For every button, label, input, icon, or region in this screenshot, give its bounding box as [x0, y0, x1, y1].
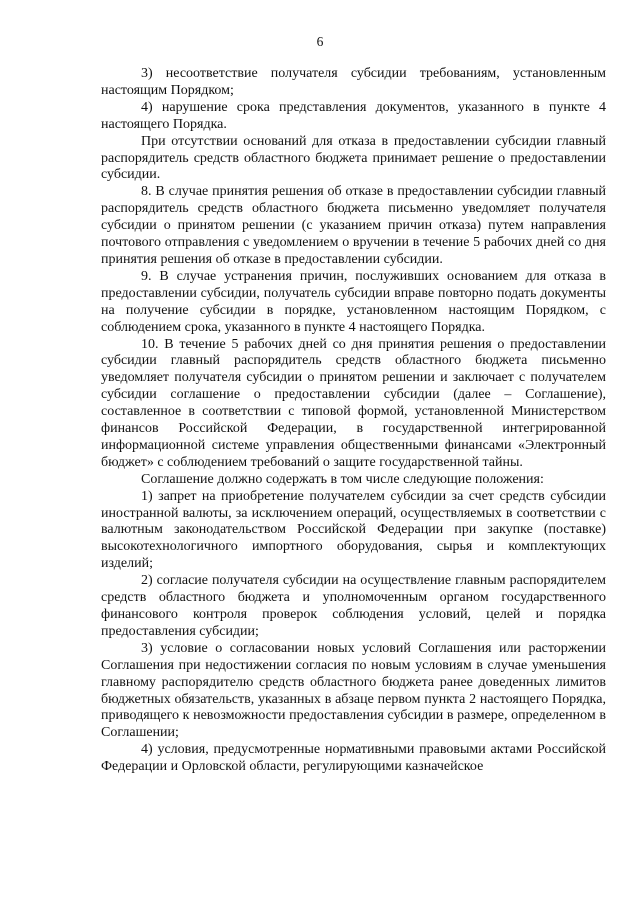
document-body [101, 66, 606, 776]
page-number: 6 [316, 34, 324, 49]
paragraph-clause-9: 9. В случае устранения причин, послуживших основанием для отказа в предоставлении субсидии, получатель субсидии вправе повторно подать документы на получение субсидии в порядке, установленном настоящим Порядком, с соблюдением срока, указанного в пункте 4 настоящего Порядка. [101, 268, 606, 335]
paragraph-provision-1: 1) запрет на приобретение получателем субсидии за счет средств субсидии иностранной валюты, за исключением операций, осуществляемых в соответствии с валютным законодательством Российской Федерации при закупке (поставке) высокотехнологичного импортного оборудования, сырья и комплектующих изделий; [101, 488, 606, 572]
paragraph-clause-8: 8. В случае принятия решения об отказе в предоставлении субсидии главный распорядитель средств областного бюджета письменно уведомляет получателя субсидии о принятом решении (с указанием причин отказа) путем направления почтового отправления с уведомлением о вручении в течение 5 рабочих дней со дня принятия решения об отказе в предоставлении субсидии. [101, 184, 606, 267]
paragraph-item-3-noncompliance: 3) несоответствие получателя субсидии требованиям, установленным настоящим Порядком; [101, 66, 606, 98]
paragraph-clause-10: 10. В течение 5 рабочих дней со дня принятия решения о предоставлении субсидии главный распорядитель средств областного бюджета письменно уведомляет получателя субсидии о принятом решении и заключает с получателем субсидии соглашение о предоставлении субсидии (далее – Соглашение), составленное в соответствии с типовой формой, установленной Министерством финансов Российской Федерации, в государственной интегрированной информационной системе управления общественными финансами «Электронный бюджет» с соблюдением требований о защите государственной тайны. [101, 336, 606, 470]
paragraph-no-refusal-grounds: При отсутствии оснований для отказа в предоставлении субсидии главный распорядитель средств областного бюджета принимает решение о предоставлении субсидии. [101, 133, 606, 183]
paragraph-agreement-provisions-intro: Соглашение должно содержать в том числе следующие положения: [141, 471, 544, 487]
paragraph-item-4-deadline-violation: 4) нарушение срока представления документов, указанного в пункте 4 настоящего Порядка. [101, 99, 606, 132]
paragraph-provision-4: 4) условия, предусмотренные нормативными правовыми актами Российской Федерации и Орловской области, регулирующими казначейское [101, 742, 606, 775]
paragraph-provision-3: 3) условие о согласовании новых условий Соглашения или расторжении Соглашения при недостижении согласия по новым условиям в случае уменьшения главному распорядителю средств областного бюджета ранее доведенных лимитов бюджетных обязательств, указанных в абзаце первом пункта 2 настоящего Порядка, приводящего к невозможности предоставления субсидии в размере, определенном в Соглашении; [101, 640, 606, 741]
paragraph-provision-2: 2) согласие получателя субсидии на осуществление главным распорядителем средств областного бюджета и уполномоченным органом государственного финансового контроля проверок соблюдения условий, целей и порядка предоставления субсидии; [101, 573, 606, 639]
